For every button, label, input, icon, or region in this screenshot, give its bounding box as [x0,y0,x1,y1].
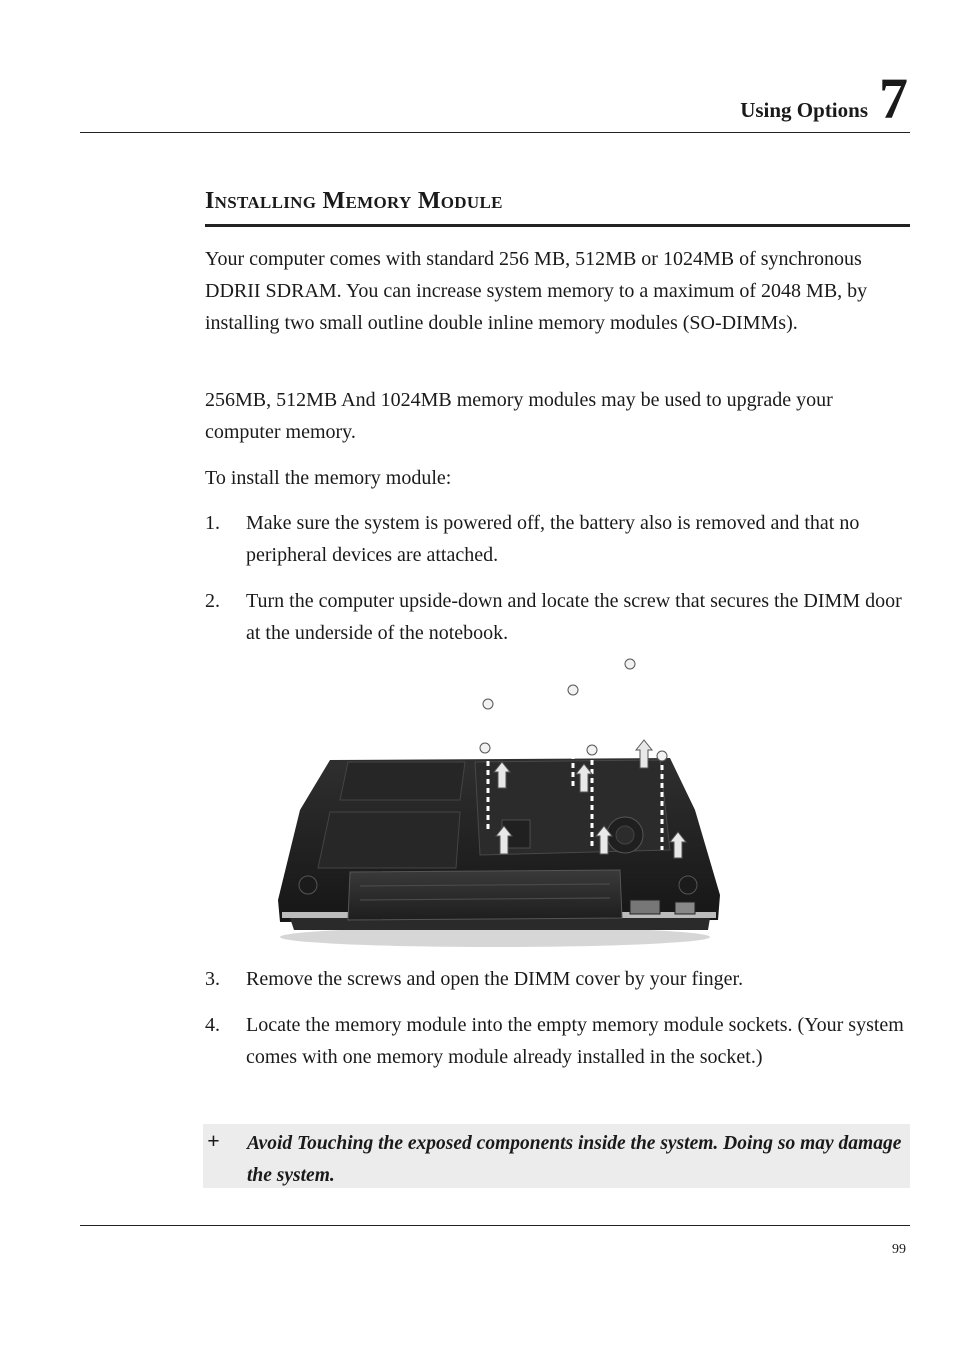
step-number: 4. [205,1014,220,1036]
footer-divider [80,1225,910,1226]
step-text: Remove the screws and open the DIMM cover by your finger. [246,968,744,990]
step-text: Locate the memory module into the empty memory module sockets. (Your system comes with one memory module already installed in the socket.) [246,1014,904,1068]
step-number: 3. [205,968,220,990]
caution-note [203,1124,910,1188]
upgrade-paragraph: 256MB, 512MB And 1024MB memory modules may be used to upgrade your computer memory. [205,389,833,443]
note-text: Avoid Touching the exposed components inside the system. Doing so may damage the system. [247,1133,902,1186]
chapter-title: Using Options [740,98,868,122]
step-number: 1. [205,512,220,534]
section-title: Installing Memory Module [205,188,910,227]
step-text: Make sure the system is powered off, the battery also is removed and that no peripheral devices are attached. [246,512,860,566]
intro-paragraph: Your computer comes with standard 256 MB, 512MB or 1024MB of synchronous DDRII SDRAM. You can increase system memory to a maximum of 2048 MB, by installing two small outline double inline memory modules (SO-DIMMs). [205,248,868,334]
page-header [80,66,910,133]
step-number: 2. [205,590,220,612]
step-text: Turn the computer upside-down and locate the screw that secures the DIMM door at the underside of the notebook. [246,590,902,644]
page-number: 99 [892,1242,906,1257]
note-icon: + [207,1128,220,1153]
chapter-number: 7 [879,66,908,131]
instruction-lead: To install the memory module: [205,467,452,489]
notebook-underside-illustration [270,650,730,955]
